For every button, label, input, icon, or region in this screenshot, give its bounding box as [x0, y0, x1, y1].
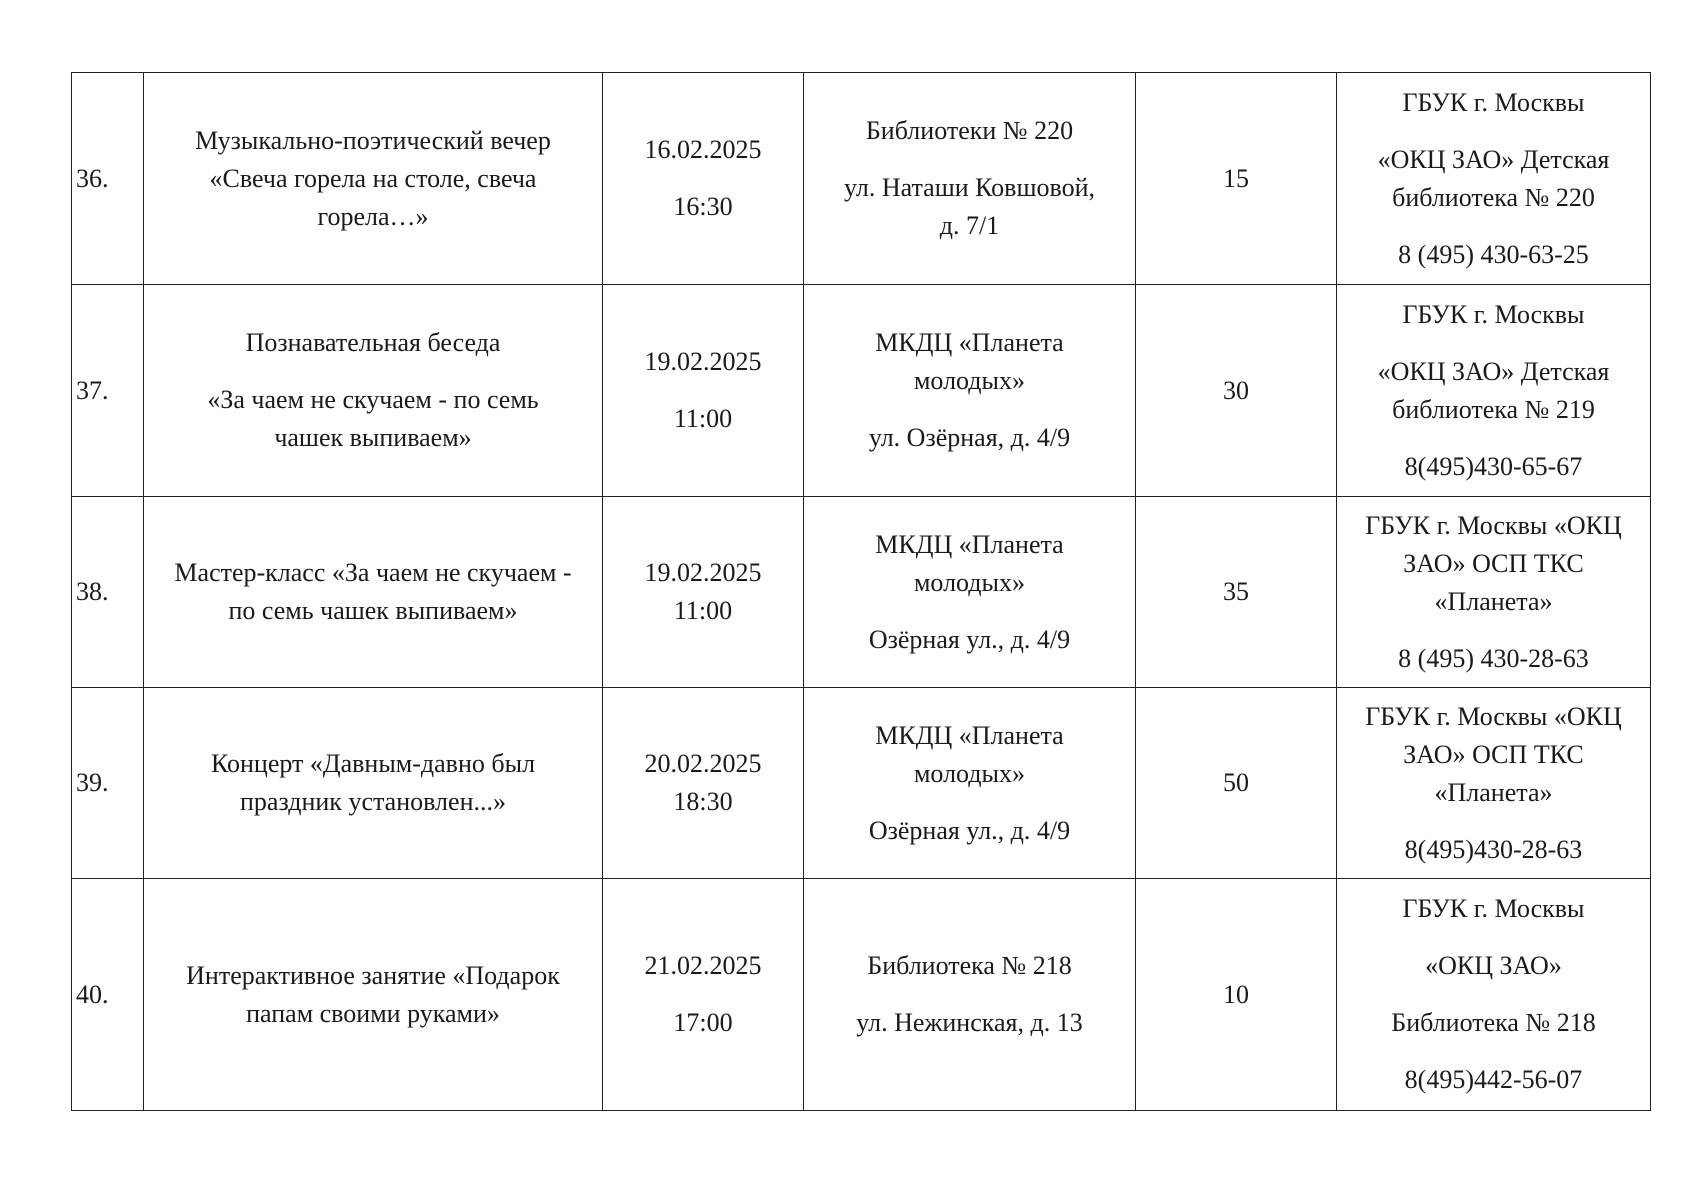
- organizer-line: «Планета»: [1434, 586, 1553, 616]
- event-title-cell: [144, 879, 603, 1111]
- event-title-line: Мастер-класс «За чаем не скучаем -: [174, 558, 572, 587]
- event-time: 17:00: [673, 1008, 733, 1037]
- event-date: 16.02.2025: [644, 135, 762, 164]
- event-title-cell: [144, 73, 603, 285]
- organizer-cell: [1337, 73, 1651, 285]
- row-number: 36.: [72, 73, 144, 285]
- venue-line: молодых»: [913, 366, 1026, 395]
- event-title-line: Познавательная беседа: [245, 328, 501, 357]
- event-date: 19.02.2025: [644, 558, 762, 587]
- event-time: 18:30: [673, 787, 733, 816]
- venue-cell: [804, 497, 1136, 688]
- organizer-cell: [1337, 497, 1651, 688]
- organizer-line: ГБУК г. Москвы: [1402, 894, 1585, 923]
- event-date: 19.02.2025: [644, 347, 762, 376]
- venue-cell: [804, 688, 1136, 879]
- event-date: 21.02.2025: [644, 951, 762, 980]
- date-time-cell: [603, 285, 804, 497]
- venue-line: Озёрная ул., д. 4/9: [868, 624, 1071, 654]
- organizer-line: Библиотека № 218: [1391, 1008, 1596, 1037]
- table-row: [72, 73, 1651, 285]
- table-row: [72, 497, 1651, 688]
- event-title-cell: [144, 688, 603, 879]
- event-title-line: папам своими руками»: [246, 998, 500, 1028]
- venue-cell: [804, 285, 1136, 497]
- row-number: 38.: [72, 497, 144, 688]
- organizer-phone: 8(495)430-65-67: [1404, 451, 1583, 481]
- organizer-phone: 8(495)430-28-63: [1404, 834, 1583, 864]
- venue-line: МКДЦ «Планета: [875, 720, 1064, 750]
- organizer-line: ГБУК г. Москвы: [1402, 87, 1585, 117]
- organizer-line: «ОКЦ ЗАО» Детская: [1377, 356, 1610, 386]
- event-title-line: Музыкально-поэтический вечер: [195, 125, 551, 155]
- venue-line: Библиотека № 218: [867, 951, 1072, 980]
- participants-count: 35: [1136, 497, 1337, 688]
- event-title-line: Интерактивное занятие «Подарок: [186, 960, 560, 990]
- table-row: [72, 879, 1651, 1111]
- organizer-cell: [1337, 688, 1651, 879]
- event-time: 11:00: [673, 404, 733, 433]
- organizer-line: ГБУК г. Москвы «ОКЦ: [1365, 510, 1622, 540]
- organizer-line: «Планета»: [1434, 777, 1553, 807]
- event-title-line: «Свеча горела на столе, свеча: [209, 163, 537, 193]
- organizer-line: ЗАО» ОСП ТКС: [1403, 548, 1584, 578]
- organizer-line: библиотека № 219: [1392, 394, 1595, 424]
- organizer-line: библиотека № 220: [1392, 182, 1595, 212]
- organizer-line: «ОКЦ ЗАО»: [1425, 951, 1562, 980]
- table-row: [72, 285, 1651, 497]
- row-number: 37.: [72, 285, 144, 497]
- event-title-line: Концерт «Давным-давно был: [210, 749, 536, 778]
- venue-line: молодых»: [913, 758, 1026, 788]
- date-time-cell: [603, 73, 804, 285]
- organizer-line: ЗАО» ОСП ТКС: [1403, 739, 1584, 769]
- participants-count: 10: [1136, 879, 1337, 1111]
- organizer-phone: 8(495)442-56-07: [1404, 1065, 1583, 1094]
- participants-count: 50: [1136, 688, 1337, 879]
- organizer-line: «ОКЦ ЗАО» Детская: [1377, 144, 1610, 174]
- venue-line: ул. Озёрная, д. 4/9: [868, 423, 1071, 452]
- organizer-phone: 8 (495) 430-28-63: [1398, 643, 1589, 673]
- participants-count: 15: [1136, 73, 1337, 285]
- venue-line: МКДЦ «Планета: [875, 328, 1064, 357]
- venue-line: Озёрная ул., д. 4/9: [868, 815, 1071, 845]
- organizer-cell: [1337, 879, 1651, 1111]
- event-time: 11:00: [673, 596, 733, 625]
- event-title-line: чашек выпиваем»: [274, 423, 472, 452]
- venue-cell: [804, 879, 1136, 1111]
- date-time-cell: [603, 688, 804, 879]
- venue-line: ул. Наташи Ковшовой,: [844, 173, 1095, 202]
- event-title-line: «За чаем не скучаем - по семь: [207, 385, 539, 414]
- event-title-cell: [144, 497, 603, 688]
- venue-line: молодых»: [913, 567, 1026, 597]
- venue-line: ул. Нежинская, д. 13: [856, 1008, 1083, 1037]
- event-title-line: праздник установлен...»: [240, 787, 506, 816]
- venue-cell: [804, 73, 1136, 285]
- organizer-line: ГБУК г. Москвы: [1402, 299, 1585, 329]
- event-date: 20.02.2025: [644, 749, 762, 778]
- table-row: [72, 688, 1651, 879]
- venue-line: Библиотеки № 220: [865, 116, 1074, 145]
- event-title-cell: [144, 285, 603, 497]
- date-time-cell: [603, 497, 804, 688]
- organizer-line: ГБУК г. Москвы «ОКЦ: [1365, 701, 1622, 731]
- event-title-line: по семь чашек выпиваем»: [228, 596, 518, 625]
- date-time-cell: [603, 879, 804, 1111]
- participants-count: 30: [1136, 285, 1337, 497]
- organizer-cell: [1337, 285, 1651, 497]
- organizer-phone: 8 (495) 430-63-25: [1398, 239, 1589, 269]
- event-title-line: горела…»: [317, 201, 429, 231]
- event-time: 16:30: [673, 192, 733, 221]
- row-number: 39.: [72, 688, 144, 879]
- row-number: 40.: [72, 879, 144, 1111]
- venue-line: МКДЦ «Планета: [875, 529, 1064, 559]
- events-table: [71, 72, 1651, 1111]
- venue-line: д. 7/1: [939, 211, 1000, 240]
